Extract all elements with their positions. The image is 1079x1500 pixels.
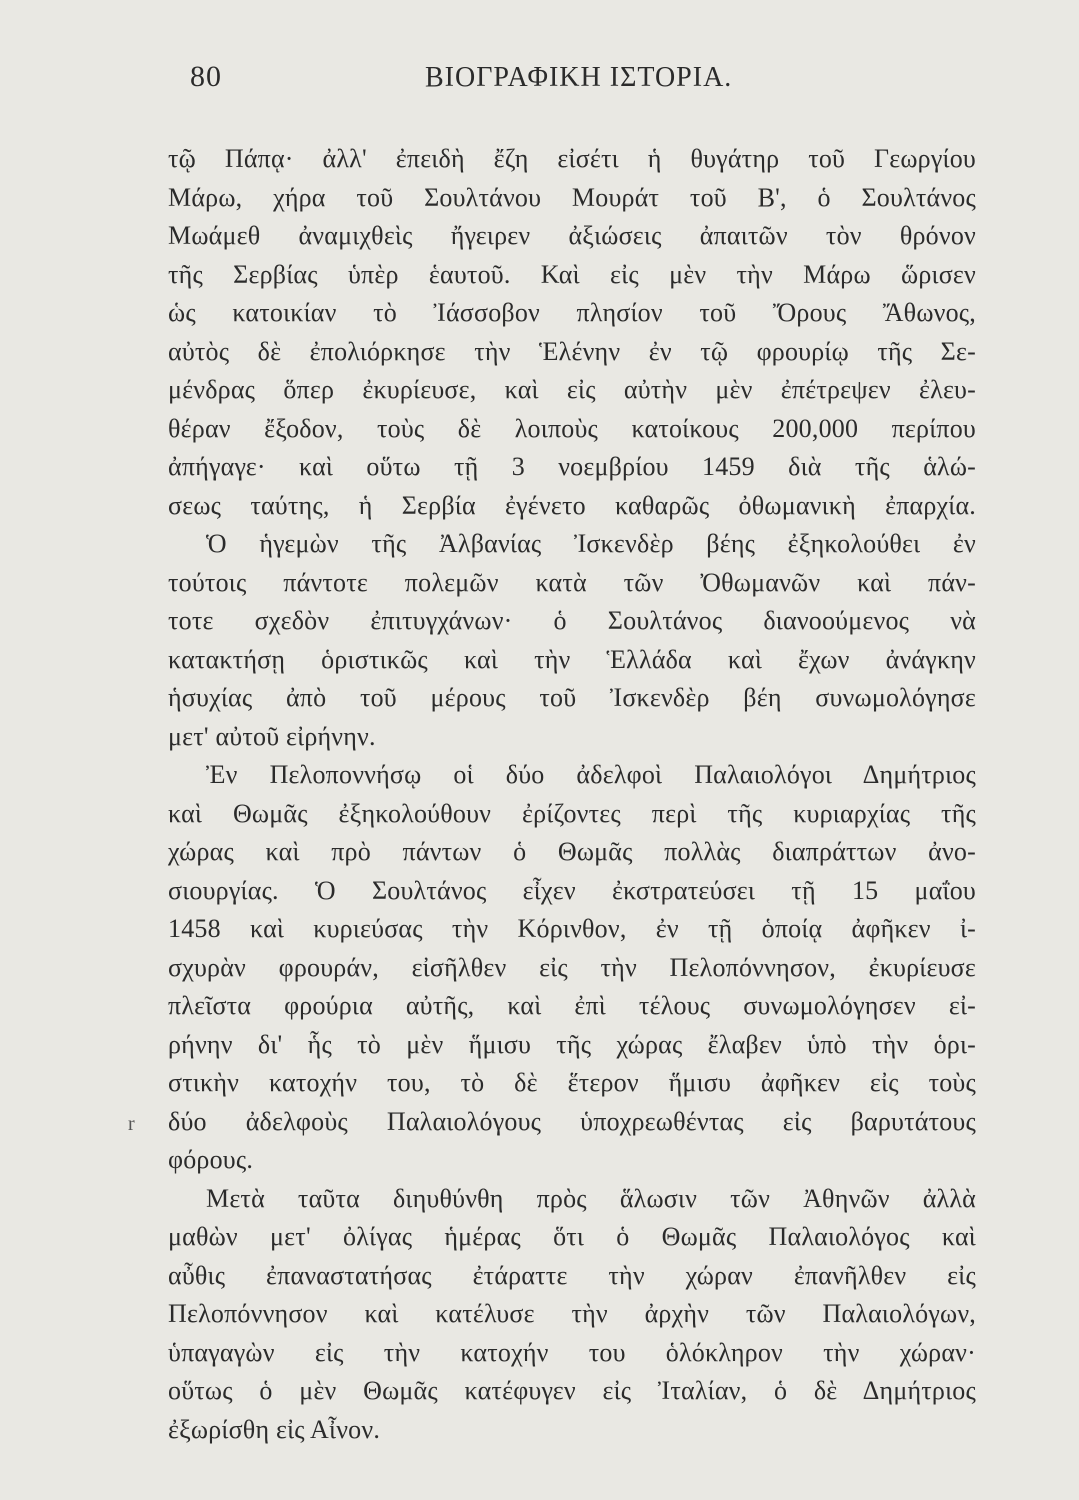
text-line: μένδρας ὅπερ ἐκυρίευσε, καὶ εἰς αὐτὴν μὲν ἐπέτρεψεν ἐλευ-	[168, 375, 976, 404]
text-line: οὕτως ὁ μὲν Θωμᾶς κατέφυγεν εἰς Ἰταλίαν, ὁ δὲ Δημήτριος	[168, 1376, 976, 1405]
paragraph-start-line: Μετὰ ταῦτα διηυθύνθη πρὸς ἅλωσιν τῶν Ἀθηνῶν ἀλλὰ	[206, 1183, 976, 1213]
text-line: αὐτὸς δὲ ἐπολιόρκησε τὴν Ἑλένην ἐν τῷ φρουρίῳ τῆς Σε-	[168, 336, 976, 366]
text-line: σιουργίας. Ὁ Σουλτάνος εἶχεν ἐκστρατεύσει τῇ 15 μαΐου	[168, 875, 976, 905]
text-line: χώρας καὶ πρὸ πάντων ὁ Θωμᾶς πολλὰς διαπράττων ἀνο-	[168, 837, 976, 866]
text-line: ρήνην δι' ἧς τὸ μὲν ἥμισυ τῆς χώρας ἔλαβεν ὑπὸ τὴν ὁρι-	[168, 1029, 976, 1059]
text-line: μαθὼν μετ' ὀλίγας ἡμέρας ὅτι ὁ Θωμᾶς Παλαιολόγος καὶ	[168, 1222, 976, 1251]
text-line: ἡσυχίας ἀπὸ τοῦ μέρους τοῦ Ἰσκενδὲρ βέη συνωμολόγησε	[168, 683, 976, 712]
text-line: πλεῖστα φρούρια αὐτῆς, καὶ ἐπὶ τέλους συνωμολόγησεν εἰ-	[168, 991, 976, 1020]
text-line: δύο ἀδελφοὺς Παλαιολόγους ὑποχρεωθέντας εἰς βαρυτάτους	[168, 1106, 976, 1136]
text-line: ὑπαγαγὼν εἰς τὴν κατοχήν του ὁλόκληρον τὴν χώραν·	[168, 1337, 976, 1367]
paragraph-end-line: ἐξωρίσθη εἰς Αἶνον.	[168, 1414, 381, 1444]
text-line: Μάρω, χήρα τοῦ Σουλτάνου Μουράτ τοῦ Β', ὁ Σουλτάνος	[168, 182, 976, 212]
text-line: σεως ταύτης, ἡ Σερβία ἐγένετο καθαρῶς ὀθωμανικὴ ἐπαρχία.	[168, 490, 976, 520]
text-line: Μωάμεθ ἀναμιχθεὶς ἤγειρεν ἀξιώσεις ἀπαιτῶν τὸν θρόνον	[168, 221, 976, 250]
page-number: 80	[190, 60, 222, 93]
margin-mark: r	[128, 1113, 135, 1135]
paragraph-start-line: Ἐν Πελοποννήσῳ οἱ δύο ἀδελφοὶ Παλαιολόγοι Δημήτριος	[206, 760, 976, 789]
text-line: καὶ Θωμᾶς ἐξηκολούθουν ἐρίζοντες περὶ τῆς κυριαρχίας τῆς	[168, 798, 976, 828]
running-head	[190, 60, 970, 100]
text-line: στικὴν κατοχήν του, τὸ δὲ ἕτερον ἥμισυ ἀφῆκεν εἰς τοὺς	[168, 1068, 976, 1097]
text-line: ὡς κατοικίαν τὸ Ἰάσσοβον πλησίον τοῦ Ὄρους Ἄθωνος,	[168, 298, 976, 327]
paragraph-end-line: φόρους.	[168, 1145, 254, 1174]
text-line: αὖθις ἐπαναστατήσας ἐτάραττε τὴν χώραν ἐπανῆλθεν εἰς	[168, 1260, 976, 1290]
text-line: θέραν ἔξοδον, τοὺς δὲ λοιποὺς κατοίκους 200,000 περίπου	[168, 413, 976, 443]
running-title: ΒΙΟΓΡΑΦΙΚΗ ΙΣΤΟΡΙΑ.	[425, 62, 733, 93]
text-line: Πελοπόννησον καὶ κατέλυσε τὴν ἀρχὴν τῶν Παλαιολόγων,	[168, 1299, 976, 1328]
body-text	[168, 140, 976, 1449]
text-line: τοτε σχεδὸν ἐπιτυγχάνων· ὁ Σουλτάνος διανοούμενος νὰ	[168, 606, 976, 635]
text-line: κατακτήσῃ ὁριστικῶς καὶ τὴν Ἑλλάδα καὶ ἔχων ἀνάγκην	[168, 644, 976, 674]
text-line: ἀπήγαγε· καὶ οὕτω τῇ 3 νοεμβρίου 1459 διὰ τῆς ἁλώ-	[168, 452, 976, 481]
paragraph-start-line: Ὁ ἡγεμὼν τῆς Ἀλβανίας Ἰσκενδὲρ βέης ἐξηκολούθει ἐν	[206, 529, 976, 558]
text-line: σχυρὰν φρουράν, εἰσῆλθεν εἰς τὴν Πελοπόννησον, ἐκυρίευσε	[168, 952, 976, 982]
text-line: τῷ Πάπᾳ· ἀλλ' ἐπειδὴ ἔζη εἰσέτι ἡ θυγάτηρ τοῦ Γεωργίου	[168, 144, 976, 173]
text-line: τῆς Σερβίας ὑπὲρ ἑαυτοῦ. Καὶ εἰς μὲν τὴν Μάρω ὥρισεν	[168, 259, 976, 289]
text-line: 1458 καὶ κυριεύσας τὴν Κόρινθον, ἐν τῇ ὁποίᾳ ἀφῆκεν ἰ-	[168, 914, 976, 943]
text-line: τούτοις πάντοτε πολεμῶν κατὰ τῶν Ὀθωμανῶν καὶ πάν-	[168, 567, 976, 597]
paragraph-end-line: μετ' αὐτοῦ εἰρήνην.	[168, 721, 376, 751]
